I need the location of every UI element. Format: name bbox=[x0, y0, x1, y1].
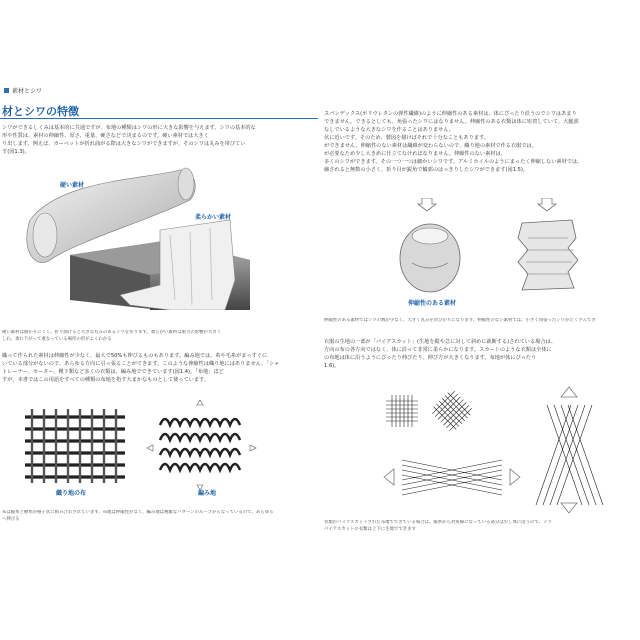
label-stretch: 伸縮性のある素材 bbox=[408, 300, 457, 307]
knit-fabric-diagram bbox=[145, 400, 275, 495]
figure-caption: 伸縮性のある素材ではシワの数が少なく、大きく丸みを帯びがちになります。伸縮性のない素材では、小さく角張ったシワがたくさんでき bbox=[324, 318, 596, 323]
text-line: の布地は体に沿うようにぴったり伸びたり、伸び方が大きくなります。布地が体にぴったり bbox=[324, 355, 537, 361]
text-line: できません。できるとしても、角張ったシワにはなりません。伸縮性のある衣類は体に密着していて、大腿部 bbox=[324, 119, 579, 125]
text-line: 多くのシワができます。その一つ一つは細かいシワです。アルミホイルのようにまったく伸縮しない素材では、 bbox=[324, 159, 583, 165]
header-marker bbox=[4, 88, 9, 93]
text-line: スパンデックス(ポリウレタンの弾性繊維)のように伸縮性のある素材は、体にぴったり沿うのでシワはあまり bbox=[324, 111, 577, 117]
nonstretch-fabric-shape bbox=[518, 220, 578, 290]
text-line: 形や性質は、素材の伸縮性、厚さ、重量、硬さなどで決まるのです。硬い素材では大きく bbox=[2, 133, 209, 139]
header-section-label: 素材とシワ bbox=[12, 88, 43, 95]
intro-paragraph bbox=[2, 124, 314, 156]
stretch-comparison-illustration bbox=[392, 198, 592, 308]
text-line: なしでいるような大きなシワを作ることはありません。 bbox=[324, 127, 454, 133]
intro-paragraph bbox=[324, 110, 636, 174]
section-title: 材とシワの特徴 bbox=[2, 105, 79, 118]
caption-line: 硬い素材は曲がりにくく、折り曲げると大きな丸みのあるシワを作ります。柔らかい素材は重力の影響が大きく bbox=[2, 330, 222, 335]
text-line: いている部分がないので、あらゆる方向に引っ張ることができます。このような伸縮性は織り地にはありません。「シャ bbox=[2, 361, 280, 367]
caption-line: 布は縦糸と横糸が格子状に組み合わされています。布地は伸縮性がなく、編み地は複雑なパターンのループからなっているので、あらゆる bbox=[2, 510, 274, 515]
figure-caption bbox=[324, 520, 636, 533]
page-header bbox=[4, 86, 42, 95]
left-page bbox=[0, 80, 318, 580]
right-page bbox=[322, 80, 640, 580]
body-paragraph bbox=[324, 338, 636, 370]
text-line: 衣服の生地の一部が「バイアスカット」(生地を縦や急に対して斜めに裁断する)されている場合は、 bbox=[324, 339, 556, 345]
label-soft-material: 柔らかい素材 bbox=[195, 214, 232, 221]
text-line: す(図1.3)。 bbox=[2, 149, 30, 155]
text-line: 方向の布の各方向ではなく、体に沿って非常に柔らかになります。スカートのような衣類は全体に bbox=[324, 347, 552, 353]
woven-fabric-diagram bbox=[20, 405, 130, 485]
body-paragraph bbox=[2, 352, 314, 384]
text-line: 1.6)。 bbox=[324, 363, 340, 369]
text-line: 織って作られた素材は伸縮性が少なく、最大で50%も伸びるものもあります。編み地では、糸や毛糸がまっすぐに bbox=[2, 353, 268, 359]
text-line: り出します。例えば、カーペットが折れ曲がる際は大きなシワができますが、そのシワは丸みを帯びてい bbox=[2, 141, 246, 147]
caption-line: へ伸びる bbox=[2, 516, 20, 522]
text-line: トレーナー、セーター、靴下類など多くの衣類は、編み地でできています(図1.4)。「布地」ほど bbox=[2, 369, 224, 375]
caption-line: バイアスカットの衣類は上下に生地でできます bbox=[324, 526, 416, 532]
section-title-bar bbox=[0, 104, 318, 119]
label-woven: 織り地の布 bbox=[56, 490, 87, 497]
figure-caption bbox=[2, 330, 314, 343]
figure-caption bbox=[2, 510, 314, 523]
caption-line: 衣類がバイアスカットされた布地でできている場合は、縦糸から対角線になっている部分は少し体に沿うので、ドラ bbox=[324, 520, 552, 525]
text-line: シワができるしくみは基本的に共通ですが、布地の種類はシワの形に大きな影響を与えます。シワの基本的な bbox=[2, 125, 256, 131]
text-line: すが、本書ではこの用語をすべての種類の布地を指す大まかなものとして使っています。 bbox=[2, 377, 209, 383]
caption-line: しわ、垂れ下がって重なっている場所の形がよくわかる bbox=[2, 336, 112, 342]
bias-cut-illustration bbox=[382, 385, 622, 515]
text-line: 伏に近いです。そのため、製図を描けばそれで十分なこともあります。 bbox=[324, 135, 489, 141]
label-knit: 編み地 bbox=[198, 490, 217, 497]
text-line: ができません。伸縮性のない素材は繊維が変わらないので、織り地の素材で作る衣服では、 bbox=[324, 143, 537, 149]
label-hard-material: 硬い素材 bbox=[60, 182, 85, 189]
text-line: 縮されると無数の小さく、折り目が鋭角で輪郭のはっきりしたシワができます(図1.5)。 bbox=[324, 167, 529, 173]
text-line: が必要なため少し大きめに仕立てなければなりません。伸縮性のない素材は、 bbox=[324, 151, 506, 157]
